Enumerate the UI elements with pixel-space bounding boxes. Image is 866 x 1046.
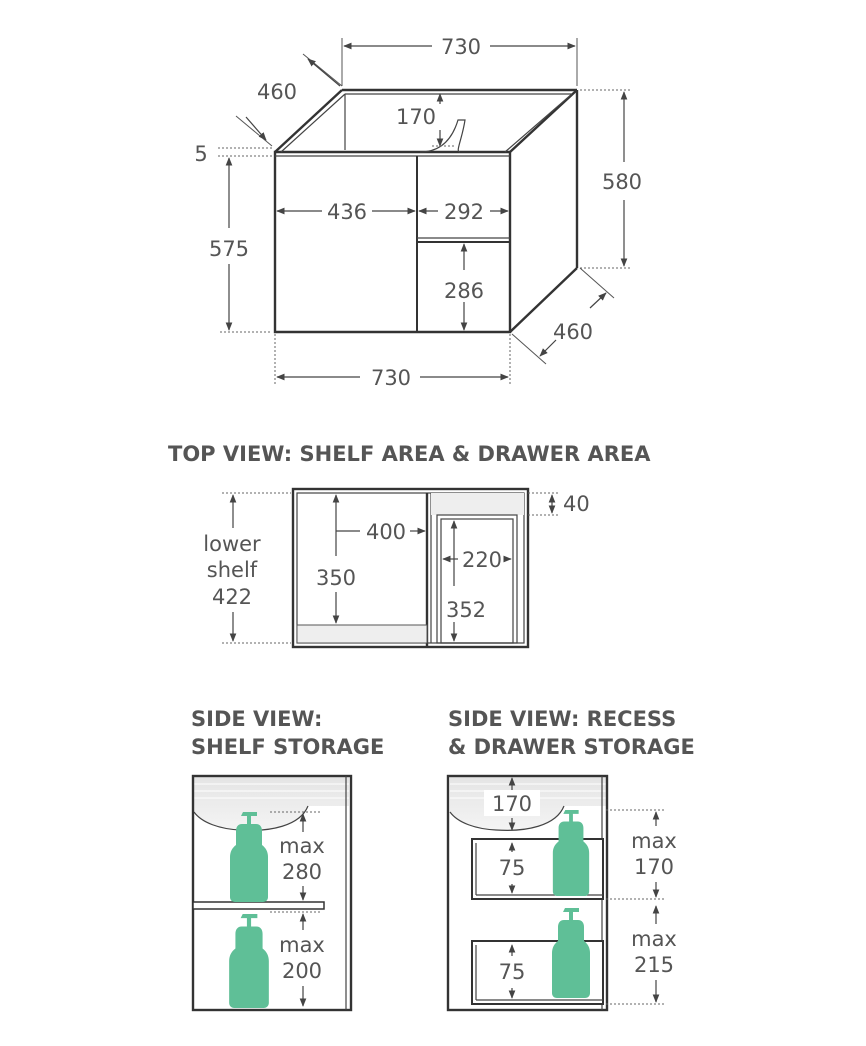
drawer1-max-label: max (631, 829, 677, 853)
dim-drawer-height-label: 286 (443, 279, 485, 303)
dim-recess-label: 170 (491, 792, 533, 816)
side-recess-heading-2: & DRAWER STORAGE (448, 735, 695, 759)
drawer1-max-value: 170 (633, 855, 675, 879)
lower-shelf-line2: shelf (206, 558, 258, 582)
dim-drawer1-max (606, 810, 677, 899)
dim-shelf-width-label: 400 (365, 520, 407, 544)
dim-left-width-label: 436 (326, 200, 368, 224)
bottle-icon-lower (229, 914, 269, 1008)
bottle-icon-drawer1 (553, 810, 589, 896)
dim-drawer-area-depth (446, 521, 486, 641)
side-shelf-heading-2: SHELF STORAGE (191, 735, 385, 759)
drawer2-max-label: max (631, 927, 677, 951)
dim-shelf-depth (316, 495, 356, 623)
dim-front-height (209, 158, 272, 332)
dim-drawer-height (444, 244, 484, 330)
side-view-shelf (193, 776, 351, 1010)
dim-drawer2-max (606, 906, 677, 1004)
dim-drawer1-internal-label: 75 (498, 856, 526, 880)
dim-drawer-width (419, 200, 508, 224)
dim-total-height-label: 580 (601, 170, 643, 194)
side-view-recess (448, 776, 677, 1010)
dim-left-width (277, 200, 415, 224)
top-view-heading: TOP VIEW: SHELF AREA & DRAWER AREA (168, 442, 651, 466)
dim-depth-top-label: 460 (256, 80, 298, 104)
iso-view (194, 35, 642, 390)
dim-basin-depth-label: 170 (395, 105, 437, 129)
side-shelf-heading-1: SIDE VIEW: (191, 707, 323, 731)
dim-width-bottom-label: 730 (370, 366, 412, 390)
dim-lower-shelf (203, 493, 291, 643)
dim-depth-top (236, 54, 342, 146)
dim-total-height (580, 90, 642, 268)
lower-max-label: max (279, 933, 325, 957)
dim-lower-shelf-max (270, 912, 325, 1006)
bottle-icon-drawer2 (552, 908, 590, 998)
dim-drawer-width-label: 292 (443, 200, 485, 224)
lower-shelf-line3: 422 (211, 585, 253, 609)
dim-drawer-area-depth-label: 352 (445, 598, 487, 622)
dim-width-bottom (275, 334, 510, 390)
dim-width-top-label: 730 (440, 35, 482, 59)
upper-max-value: 280 (281, 860, 323, 884)
dim-drawer2-internal-label: 75 (498, 960, 526, 984)
dim-width-top (342, 35, 577, 86)
dim-top-thickness-label: 5 (194, 142, 208, 166)
dim-back-gap-label: 40 (563, 492, 590, 516)
dim-drawer-area-width-label: 220 (461, 548, 503, 572)
top-view (203, 489, 589, 647)
dim-shelf-depth-label: 350 (315, 566, 357, 590)
side-recess-heading-1: SIDE VIEW: RECESS (448, 707, 677, 731)
dim-front-height-label: 575 (208, 237, 250, 261)
dim-top-thickness (194, 142, 272, 166)
upper-max-label: max (279, 834, 325, 858)
dim-basin-depth (396, 94, 456, 146)
dim-drawer-area-width (443, 548, 511, 572)
lower-shelf-line1: lower (203, 532, 261, 556)
dim-shelf-width (336, 520, 425, 544)
lower-max-value: 200 (281, 959, 323, 983)
dim-depth-bottom-label: 460 (552, 320, 594, 344)
dim-back-gap (528, 492, 590, 516)
drawer2-max-value: 215 (633, 953, 675, 977)
